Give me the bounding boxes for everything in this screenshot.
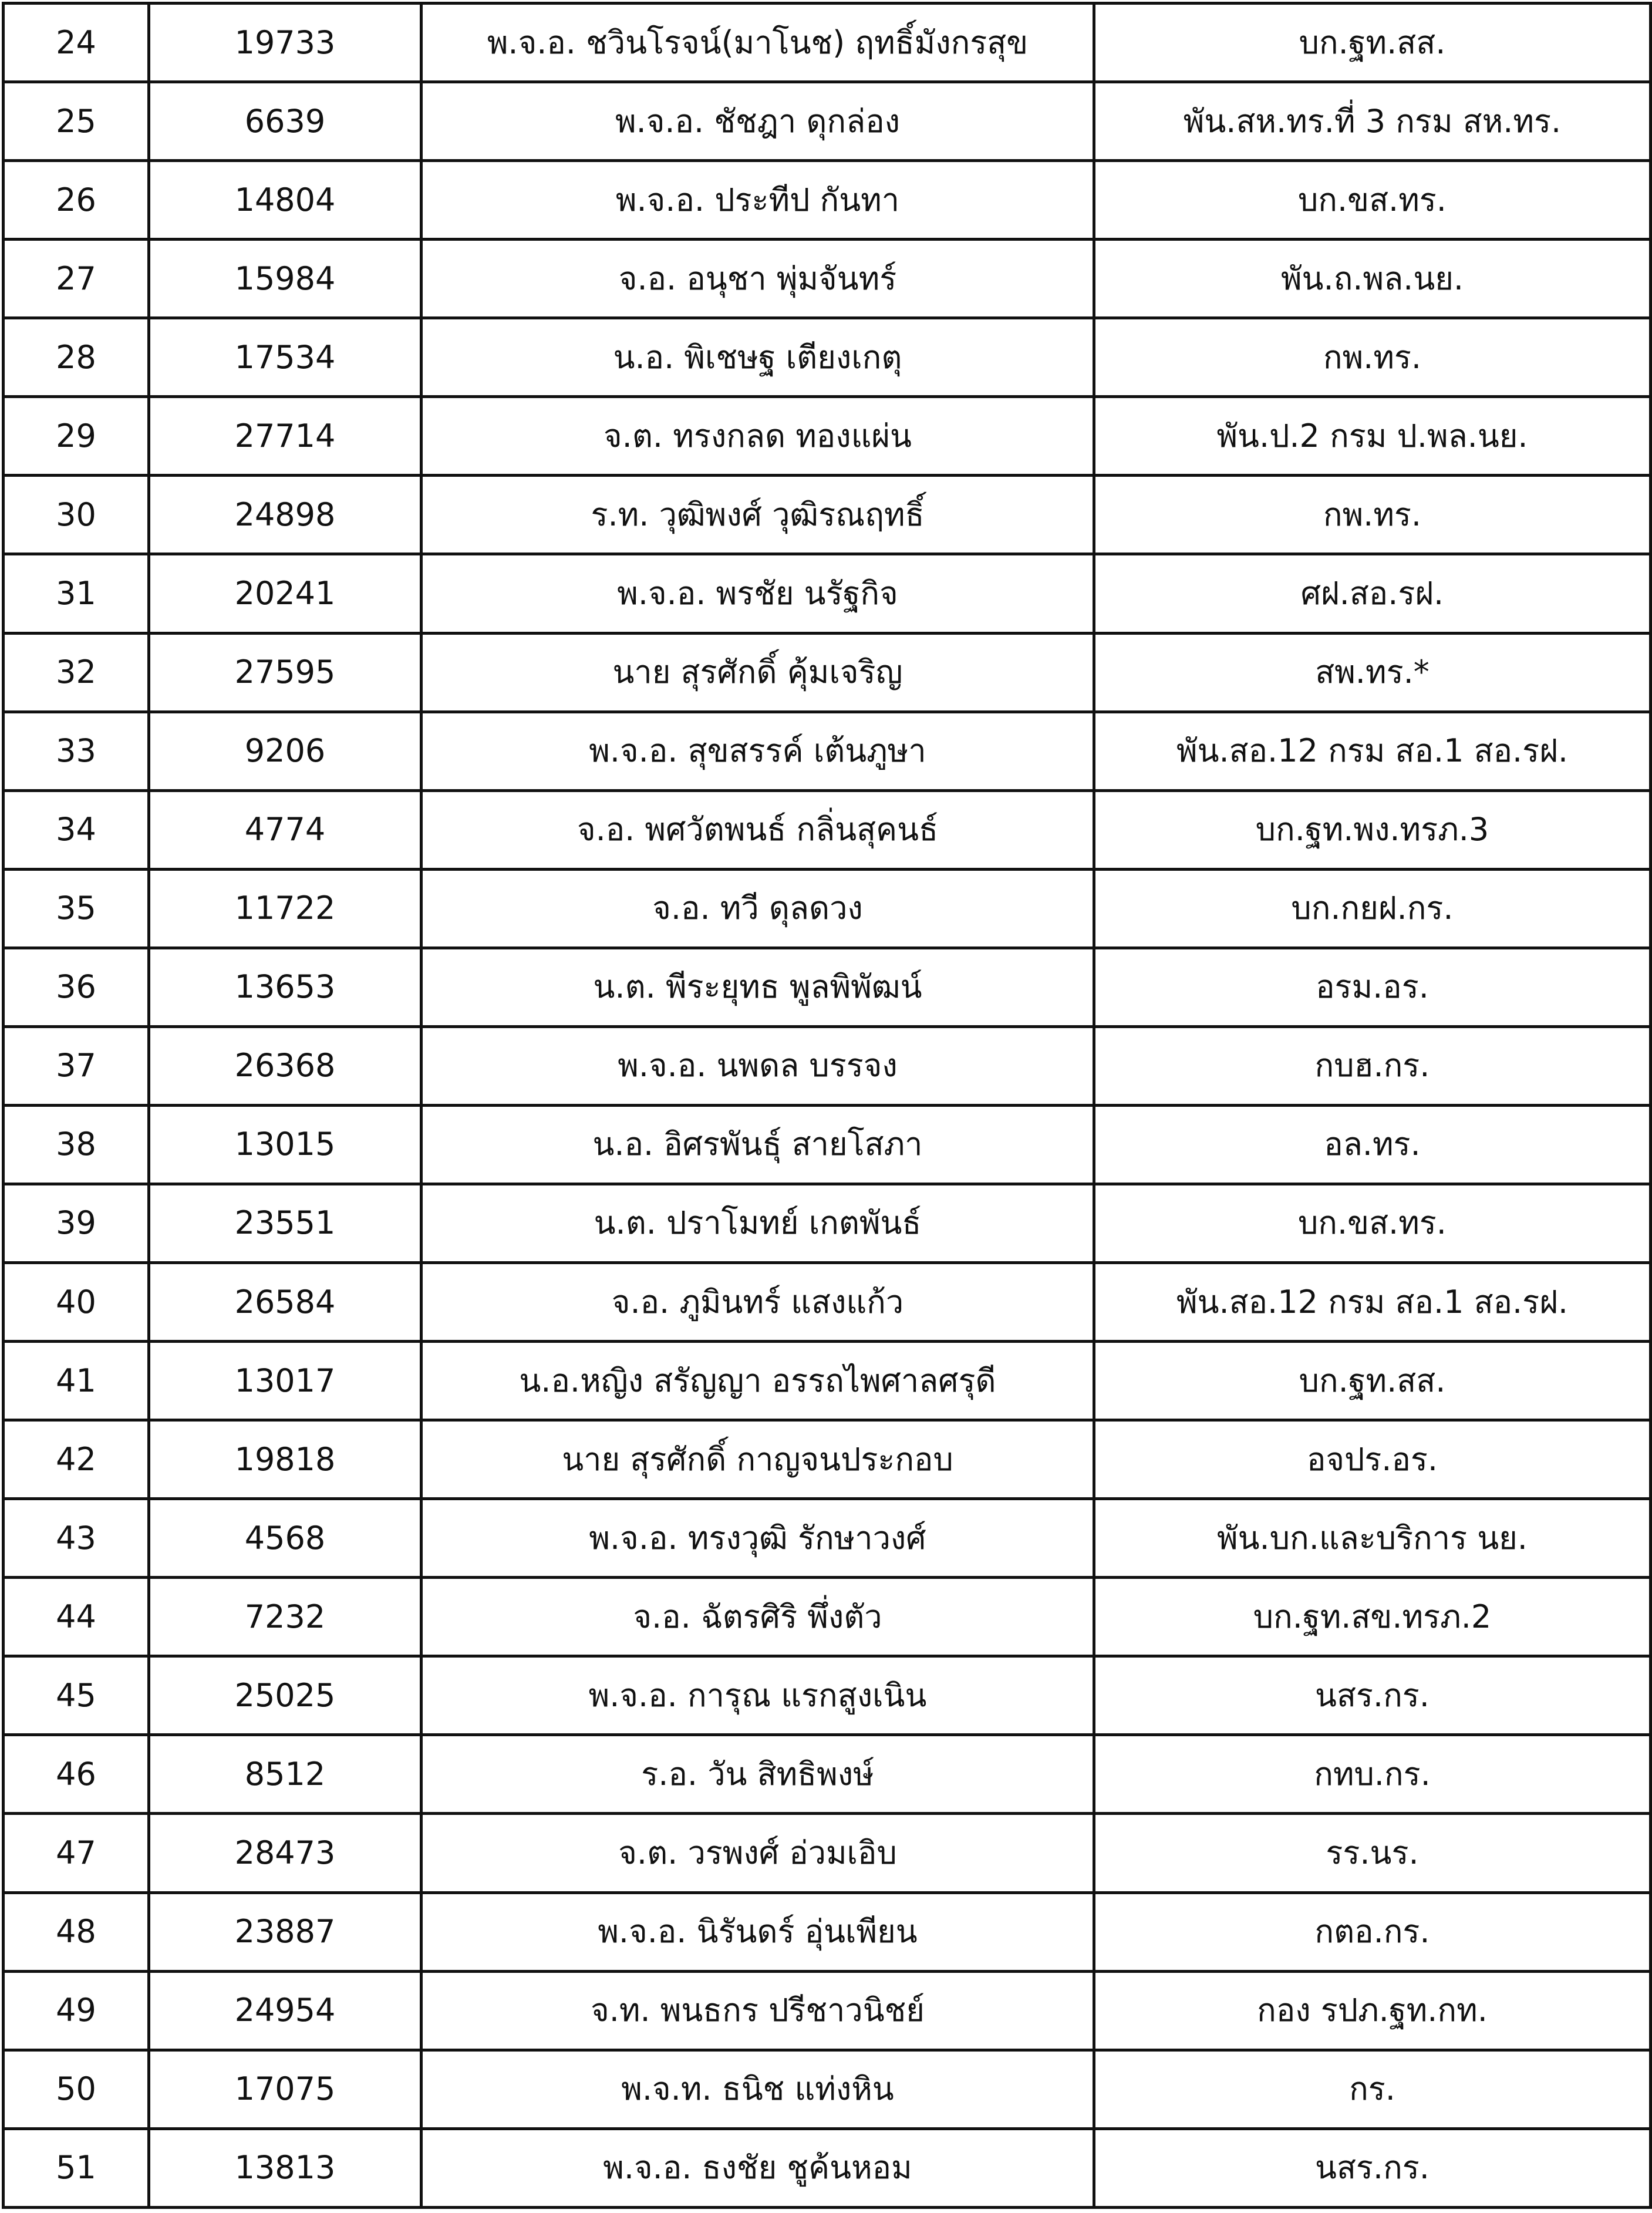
- unit-cell: บก.ขส.ทร.: [1094, 1184, 1651, 1262]
- person-name-cell: ร.อ. วัน สิทธิพงษ์: [422, 1735, 1094, 1814]
- person-name-cell: จ.ต. วรพงศ์ อ่วมเอิบ: [422, 1814, 1094, 1892]
- id-number-cell: 27714: [149, 397, 422, 476]
- id-number-cell: 13017: [149, 1342, 422, 1420]
- table-row: [4, 1814, 1651, 1892]
- id-number-cell: 27595: [149, 633, 422, 712]
- unit-cell: อล.ทร.: [1094, 1105, 1651, 1184]
- row-number-cell: 40: [4, 1263, 149, 1342]
- unit-cell: พัน.ป.2 กรม ป.พล.นย.: [1094, 397, 1651, 476]
- unit-cell: กตอ.กร.: [1094, 1892, 1651, 1971]
- row-number-cell: 45: [4, 1656, 149, 1735]
- person-name-cell: จ.อ. ทวี ดุลดวง: [422, 869, 1094, 948]
- unit-cell: บก.ฐท.สส.: [1094, 4, 1651, 82]
- row-number-cell: 42: [4, 1420, 149, 1499]
- id-number-cell: 19733: [149, 4, 422, 82]
- table-row: [4, 554, 1651, 633]
- id-number-cell: 26584: [149, 1263, 422, 1342]
- unit-cell: ศฝ.สอ.รฝ.: [1094, 554, 1651, 633]
- roster-table: [2, 2, 1652, 2209]
- unit-cell: กร.: [1094, 2050, 1651, 2128]
- row-number-cell: 49: [4, 1971, 149, 2050]
- table-row: [4, 4, 1651, 82]
- table-row: [4, 1105, 1651, 1184]
- table-row: [4, 948, 1651, 1026]
- row-number-cell: 39: [4, 1184, 149, 1262]
- person-name-cell: พ.จ.อ. ธงชัย ชูค้นหอม: [422, 2128, 1094, 2207]
- id-number-cell: 11722: [149, 869, 422, 948]
- roster-table-body: [4, 4, 1651, 2208]
- person-name-cell: จ.ต. ทรงกลด ทองแผ่น: [422, 397, 1094, 476]
- unit-cell: สพ.ทร.*: [1094, 633, 1651, 712]
- row-number-cell: 36: [4, 948, 149, 1026]
- person-name-cell: พ.จ.อ. นิรันดร์ อุ่นเพียน: [422, 1892, 1094, 1971]
- table-row: [4, 869, 1651, 948]
- table-row: [4, 1026, 1651, 1105]
- id-number-cell: 13653: [149, 948, 422, 1026]
- row-number-cell: 50: [4, 2050, 149, 2128]
- person-name-cell: พ.จ.อ. การุณ แรกสูงเนิน: [422, 1656, 1094, 1735]
- id-number-cell: 4568: [149, 1499, 422, 1578]
- table-row: [4, 476, 1651, 554]
- row-number-cell: 38: [4, 1105, 149, 1184]
- row-number-cell: 33: [4, 712, 149, 790]
- person-name-cell: พ.จ.อ. สุขสรรค์ เต้นภูษา: [422, 712, 1094, 790]
- table-row: [4, 790, 1651, 869]
- table-row: [4, 1342, 1651, 1420]
- table-row: [4, 82, 1651, 161]
- row-number-cell: 25: [4, 82, 149, 161]
- table-row: [4, 2050, 1651, 2128]
- id-number-cell: 19818: [149, 1420, 422, 1499]
- person-name-cell: น.อ. พิเชษฐ เตียงเกตุ: [422, 318, 1094, 397]
- unit-cell: กพ.ทร.: [1094, 318, 1651, 397]
- unit-cell: บก.ฐท.สส.: [1094, 1342, 1651, 1420]
- table-row: [4, 2128, 1651, 2207]
- id-number-cell: 13813: [149, 2128, 422, 2207]
- table-row: [4, 1735, 1651, 1814]
- row-number-cell: 26: [4, 161, 149, 240]
- row-number-cell: 31: [4, 554, 149, 633]
- unit-cell: บก.ฐท.พง.ทรภ.3: [1094, 790, 1651, 869]
- unit-cell: กบฮ.กร.: [1094, 1026, 1651, 1105]
- unit-cell: พัน.บก.และบริการ นย.: [1094, 1499, 1651, 1578]
- unit-cell: กทบ.กร.: [1094, 1735, 1651, 1814]
- table-row: [4, 318, 1651, 397]
- person-name-cell: จ.อ. ฉัตรศิริ พึ่งตัว: [422, 1578, 1094, 1656]
- id-number-cell: 17534: [149, 318, 422, 397]
- table-row: [4, 1892, 1651, 1971]
- row-number-cell: 44: [4, 1578, 149, 1656]
- id-number-cell: 13015: [149, 1105, 422, 1184]
- id-number-cell: 15984: [149, 240, 422, 318]
- id-number-cell: 26368: [149, 1026, 422, 1105]
- id-number-cell: 9206: [149, 712, 422, 790]
- unit-cell: นสร.กร.: [1094, 1656, 1651, 1735]
- row-number-cell: 29: [4, 397, 149, 476]
- row-number-cell: 51: [4, 2128, 149, 2207]
- unit-cell: อรม.อร.: [1094, 948, 1651, 1026]
- row-number-cell: 47: [4, 1814, 149, 1892]
- table-row: [4, 1499, 1651, 1578]
- id-number-cell: 7232: [149, 1578, 422, 1656]
- row-number-cell: 34: [4, 790, 149, 869]
- id-number-cell: 23887: [149, 1892, 422, 1971]
- table-row: [4, 1656, 1651, 1735]
- row-number-cell: 43: [4, 1499, 149, 1578]
- unit-cell: กอง รปภ.ฐท.กท.: [1094, 1971, 1651, 2050]
- row-number-cell: 46: [4, 1735, 149, 1814]
- row-number-cell: 48: [4, 1892, 149, 1971]
- id-number-cell: 8512: [149, 1735, 422, 1814]
- table-row: [4, 1971, 1651, 2050]
- id-number-cell: 24954: [149, 1971, 422, 2050]
- id-number-cell: 4774: [149, 790, 422, 869]
- unit-cell: กพ.ทร.: [1094, 476, 1651, 554]
- unit-cell: บก.ขส.ทร.: [1094, 161, 1651, 240]
- unit-cell: พัน.ถ.พล.นย.: [1094, 240, 1651, 318]
- person-name-cell: น.อ.หญิง สรัญญา อรรถไพศาลศรุดี: [422, 1342, 1094, 1420]
- unit-cell: พัน.สอ.12 กรม สอ.1 สอ.รฝ.: [1094, 1263, 1651, 1342]
- person-name-cell: จ.ท. พนธกร ปรีชาวนิชย์: [422, 1971, 1094, 2050]
- person-name-cell: นาย สุรศักดิ์ คุ้มเจริญ: [422, 633, 1094, 712]
- person-name-cell: พ.จ.อ. ประทีป กันทา: [422, 161, 1094, 240]
- table-row: [4, 161, 1651, 240]
- person-name-cell: น.อ. อิศรพันธุ์ สายโสภา: [422, 1105, 1094, 1184]
- id-number-cell: 20241: [149, 554, 422, 633]
- unit-cell: บก.ฐท.สข.ทรภ.2: [1094, 1578, 1651, 1656]
- id-number-cell: 23551: [149, 1184, 422, 1262]
- id-number-cell: 24898: [149, 476, 422, 554]
- person-name-cell: จ.อ. อนุชา พุ่มจันทร์: [422, 240, 1094, 318]
- person-name-cell: น.ต. พีระยุทธ พูลพิพัฒน์: [422, 948, 1094, 1026]
- person-name-cell: พ.จ.อ. ทรงวุฒิ รักษาวงศ์: [422, 1499, 1094, 1578]
- person-name-cell: จ.อ. พศวัตพนธ์ กลิ่นสุคนธ์: [422, 790, 1094, 869]
- unit-cell: นสร.กร.: [1094, 2128, 1651, 2207]
- id-number-cell: 25025: [149, 1656, 422, 1735]
- table-row: [4, 1578, 1651, 1656]
- person-name-cell: จ.อ. ภูมินทร์ แสงแก้ว: [422, 1263, 1094, 1342]
- person-name-cell: พ.จ.อ. นพดล บรรจง: [422, 1026, 1094, 1105]
- unit-cell: อจปร.อร.: [1094, 1420, 1651, 1499]
- table-row: [4, 712, 1651, 790]
- row-number-cell: 30: [4, 476, 149, 554]
- row-number-cell: 27: [4, 240, 149, 318]
- person-name-cell: พ.จ.อ. ชวินโรจน์(มาโนช) ฤทธิ์มังกรสุข: [422, 4, 1094, 82]
- person-name-cell: พ.จ.อ. ชัชฎา ดุกล่อง: [422, 82, 1094, 161]
- id-number-cell: 28473: [149, 1814, 422, 1892]
- person-name-cell: นาย สุรศักดิ์ กาญจนประกอบ: [422, 1420, 1094, 1499]
- row-number-cell: 28: [4, 318, 149, 397]
- unit-cell: บก.กยฝ.กร.: [1094, 869, 1651, 948]
- table-row: [4, 1263, 1651, 1342]
- row-number-cell: 35: [4, 869, 149, 948]
- row-number-cell: 24: [4, 4, 149, 82]
- id-number-cell: 17075: [149, 2050, 422, 2128]
- row-number-cell: 41: [4, 1342, 149, 1420]
- person-name-cell: น.ต. ปราโมทย์ เกตพันธ์: [422, 1184, 1094, 1262]
- table-row: [4, 633, 1651, 712]
- person-name-cell: พ.จ.อ. พรชัย นรัฐกิจ: [422, 554, 1094, 633]
- table-row: [4, 240, 1651, 318]
- unit-cell: พัน.สอ.12 กรม สอ.1 สอ.รฝ.: [1094, 712, 1651, 790]
- unit-cell: รร.นร.: [1094, 1814, 1651, 1892]
- row-number-cell: 32: [4, 633, 149, 712]
- id-number-cell: 14804: [149, 161, 422, 240]
- table-row: [4, 397, 1651, 476]
- person-name-cell: ร.ท. วุฒิพงศ์ วุฒิรณฤทธิ์: [422, 476, 1094, 554]
- person-name-cell: พ.จ.ท. ธนิช แท่งหิน: [422, 2050, 1094, 2128]
- id-number-cell: 6639: [149, 82, 422, 161]
- table-row: [4, 1184, 1651, 1262]
- unit-cell: พัน.สห.ทร.ที่ 3 กรม สห.ทร.: [1094, 82, 1651, 161]
- row-number-cell: 37: [4, 1026, 149, 1105]
- table-row: [4, 1420, 1651, 1499]
